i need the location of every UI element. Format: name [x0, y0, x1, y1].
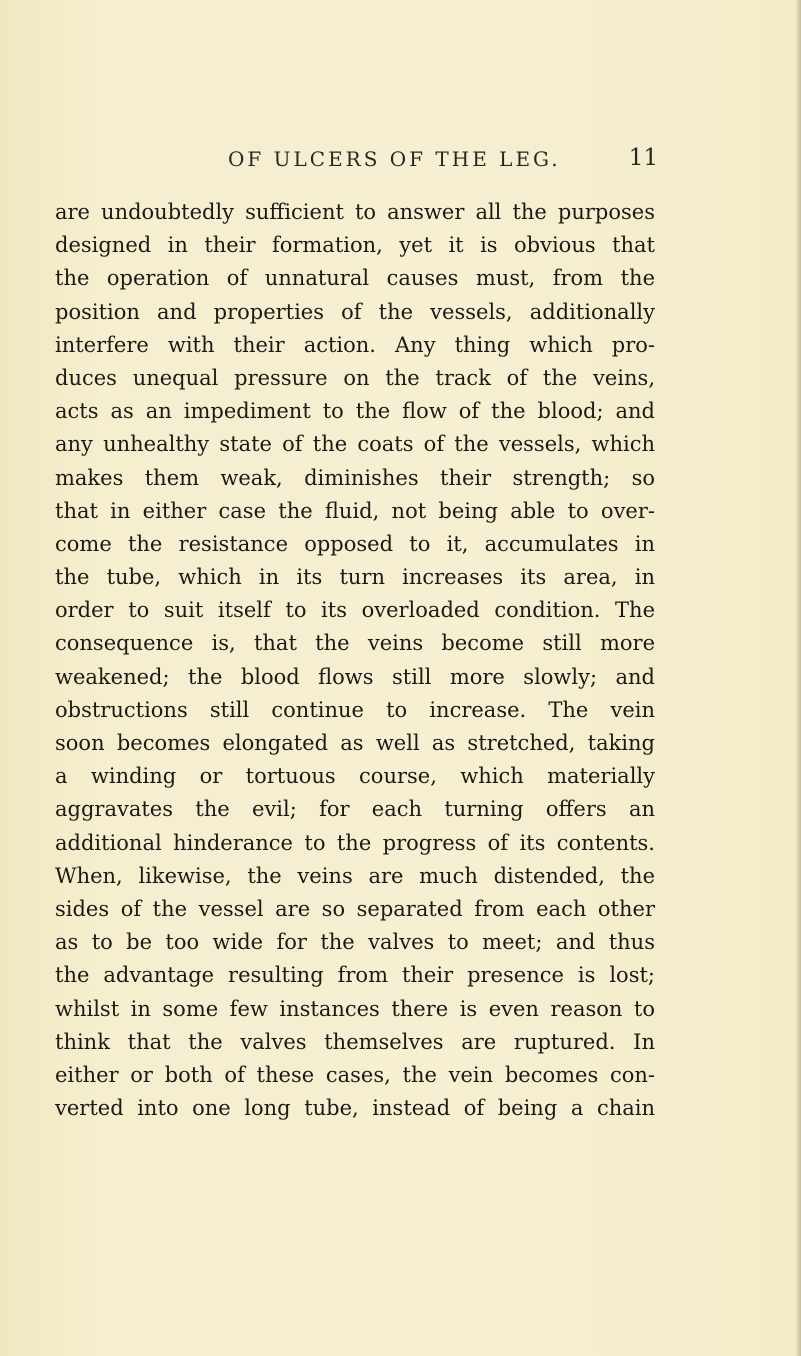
text-line: soon becomes elongated as well as stretched, taking — [55, 731, 655, 755]
page-edge-shadow — [795, 0, 801, 1356]
running-head — [228, 147, 658, 187]
page-number: 11 — [628, 145, 658, 171]
text-line: position and properties of the vessels, additionally — [55, 299, 655, 324]
text-line: any unhealthy state of the coats of the vessels, which — [55, 432, 655, 457]
running-head-title: OF ULCERS OF THE LEG. — [228, 147, 561, 171]
text-line: aggravates the evil; for each turning offers an — [55, 797, 655, 822]
text-line: think that the valves themselves are ruptured. In — [55, 1029, 655, 1054]
text-line: as to be too wide for the valves to meet; and thus — [55, 930, 655, 955]
text-line: come the resistance opposed to it, accumulates in — [55, 531, 655, 556]
text-line: obstructions still continue to increase. The vein — [55, 697, 655, 722]
text-line: whilst in some few instances there is even reason to — [55, 996, 655, 1021]
text-line: order to suit itself to its overloaded condition. The — [55, 598, 655, 623]
text-line: When, likewise, the veins are much distended, the — [55, 863, 655, 888]
text-line: either or both of these cases, the vein becomes con- — [55, 1062, 655, 1087]
text-line: sides of the vessel are so separated from each other — [55, 896, 655, 921]
text-line: designed in their formation, yet it is obvious that — [55, 233, 655, 258]
text-line: are undoubtedly sufficient to answer all the purposes — [55, 200, 655, 224]
text-line: that in either case the fluid, not being able to over- — [55, 498, 655, 523]
text-line: weakened; the blood flows still more slowly; and — [55, 664, 655, 689]
text-line: acts as an impediment to the flow of the blood; and — [55, 399, 655, 424]
text-line: verted into one long tube, instead of being a chain — [55, 1096, 655, 1121]
text-line: the advantage resulting from their presence is lost; — [55, 963, 655, 988]
text-line: duces unequal pressure on the track of the veins, — [55, 365, 655, 390]
text-line: consequence is, that the veins become still more — [55, 631, 655, 656]
text-line: a winding or tortuous course, which materially — [55, 764, 655, 789]
body-paragraph — [55, 196, 655, 1125]
text-line: additional hinderance to the progress of its contents. — [55, 830, 655, 855]
text-line: makes them weak, diminishes their strength; so — [55, 465, 655, 490]
text-line: interfere with their action. Any thing which pro- — [55, 332, 655, 357]
text-line: the operation of unnatural causes must, from the — [55, 266, 655, 291]
text-line: the tube, which in its turn increases its area, in — [55, 565, 655, 590]
